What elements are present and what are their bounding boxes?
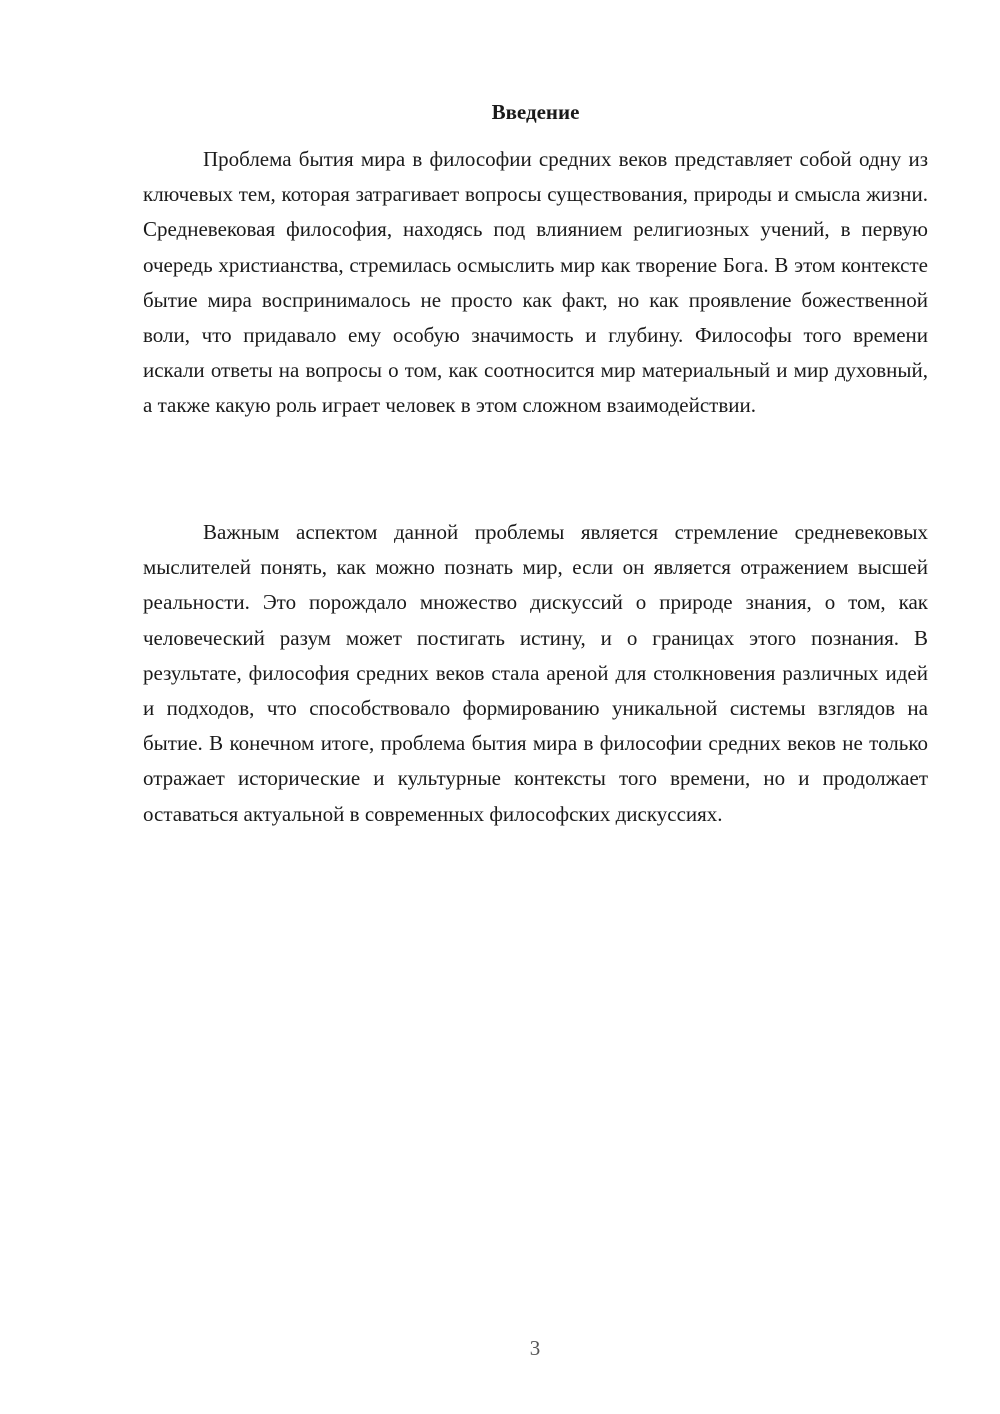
section-heading: Введение bbox=[491, 100, 580, 124]
paragraph-1: Проблема бытия мира в философии средних веков представляет собой одну из ключевых тем, которая затрагивает вопросы существования, природы и смысла жизни. Средневековая философия, находясь под влиянием религиозных учений, в первую очередь христианства, стремилась осмыслить мир как творение Бога. В этом контексте бытие мира воспринималось не просто как факт, но как проявление божественной воли, что придавало ему особую значимость и глубину. Философы того времени искали ответы на вопросы о том, как соотносится мир материальный и мир духовный, а также какую роль играет человек в этом сложном взаимодействии. bbox=[143, 147, 928, 418]
paragraph-2: Важным аспектом данной проблемы является стремление средневековых мыслителей понять, как можно познать мир, если он является отражением высшей реальности. Это порождало множество дискуссий о природе знания, о том, как человеческий разум может постигать истину, и о границах этого познания. В результате, философия средних веков стала ареной для столкновения различных идей и подходов, что способствовало формированию уникальной системы взглядов на бытие. В конечном итоге, проблема бытия мира в философии средних веков не только отражает исторические и культурные контексты того времени, но и продолжает оставаться актуальной в современных философских дискуссиях. bbox=[143, 520, 928, 826]
page-number: 3 bbox=[529, 1336, 541, 1360]
